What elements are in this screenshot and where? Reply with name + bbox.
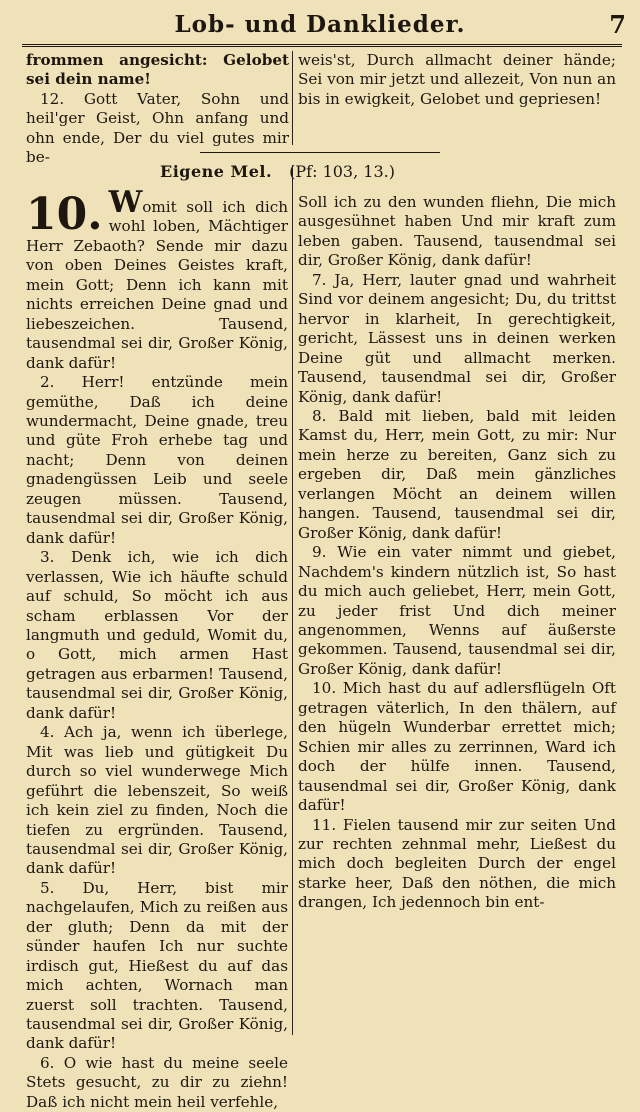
previous-hymn-verse-12: 12. Gott Vater, Sohn und heil'ger Geist, Ohn anfang und ohn ende, Der du viel gutes mir be- [26,89,289,167]
page-number: 7 [609,10,626,39]
column-divider-top [292,51,293,145]
melody-name: Eigene Mel. [160,162,273,181]
column-divider-main [292,165,293,1035]
hymn-number: 10. [26,189,103,240]
previous-hymn-right-column [298,51,616,109]
hymn-verse-9: 9. Wie ein vater nimmt und giebet, Nachdem's kindern nützlich ist, So hast du mich auch geliebet, Herr, mein Gott, zu jeder frist Und dich meiner angenommen, Wenns auf äußerste gekommen. Tausend, tausendmal sei dir, Großer König, dank dafür! [298,543,616,678]
hymn-separator-rule [200,152,440,153]
hymn-verse-5: 5. Du, Herr, bist mir nachgelaufen, Mich zu reißen aus der gluth; Denn da mit der sünder haufen Ich nur suchte irdisch gut, Hießest du auf das mich achten, Wornach man zuerst soll trachten. Tausend, tausendmal sei dir, Großer König, dank dafür! [26,878,288,1053]
running-head [0,8,640,42]
hymn-verse-10: 10. Mich hast du auf adlersflügeln Oft getragen väterlich, In den thälern, auf den hügeln Wunderbar errettet mich; Schien mir alles zu zerrinnen, Ward ich doch der hülfe innen. Tausend, tausendmal sei dir, Großer König, dank dafür! [298,679,616,815]
hymn-verse-6-continued: Soll ich zu den wunden fliehn, Die mich ausgesühnet haben Und mir kraft zum leben gaben. Tausend, tausendmal sei dir, Großer König, dank dafür! [298,193,616,270]
hymn-verse-6: 6. O wie hast du meine seele Stets gesucht, zu dir zu ziehn! Daß ich nicht mein heil verfehle, [26,1053,288,1111]
melody-line [160,160,460,184]
psalm-reference: (Pf: 103, 13.) [289,162,395,181]
previous-hymn-left-column [26,51,289,168]
hymn-verse-7: 7. Ja, Herr, lauter gnad und wahrheit Sind vor deinem angesicht; Du, du trittst hervor in klarheit, In gerechtigkeit, gericht, Lässest uns in deinen werken Deine güt und allmacht merken. Tausend, tausendmal sei dir, Großer König, dank dafür! [298,270,616,406]
hymn-verse-2: 2. Herr! entzünde mein gemüthe, Daß ich deine wundermacht, Deine gnade, treu und güte Froh erhebe tag und nacht; Denn von deinen gnadengüssen Leib und seele zeugen müssen. Tausend, tausendmal sei dir, Großer König, dank dafür! [26,373,288,547]
verse-1-text: omit soll ich dich wohl loben, Mächtiger Herr Zebaoth? Sende mir dazu von oben Deines Geistes kraft, mein Gott; Denn ich kann mit nichts erreichen Deine gnad und liebeszeichen. Tausend, tausendmal sei dir, Großer König, dank dafür! [26,198,288,372]
header-rule [22,44,622,47]
hymn-verse-3: 3. Denk ich, wie ich dich verlassen, Wie ich häufte schuld auf schuld, So möcht ich aus scham erblassen Vor der langmuth und geduld, Womit du, o Gott, mich armen Hast getragen aus erbarmen! Tausend, tausendmal sei dir, Großer König, dank dafür! [26,548,288,722]
hymn-verse-8: 8. Bald mit lieben, bald mit leiden Kamst du, Herr, mein Gott, zu mir: Nur mein herze zu bereiten, Ganz sich zu ergeben dir, Daß mein gänzliches verlangen Möcht an deinem willen hangen. Tausend, tausendmal sei dir, Großer König, dank dafür! [298,406,616,542]
hymn-verse-11: 11. Fielen tausend mir zur seiten Und zur rechten zehnmal mehr, Ließest du mich doch begleiten Durch der engel starke heer, Daß den nöthen, die mich drangen, Ich jedennoch bin ent- [298,815,616,912]
hymn-left-column [26,185,288,1112]
hymn-verse-1 [26,185,288,373]
page-title: Lob- und Danklieder. [174,11,466,38]
previous-hymn-end-line: frommen angesicht: Gelobet sei dein name! [26,51,289,89]
verse-1-initial: W [108,185,143,220]
hymn-verse-4: 4. Ach ja, wenn ich überlege, Mit was lieb und gütigkeit Du durch so viel wunderwege Mich geführt die lebenszeit, So weiß ich kein ziel zu finden, Noch die tiefen zu ergründen. Tausend, tausendmal sei dir, Großer König, dank dafür! [26,723,288,878]
previous-hymn-verse-12-continued: weis'st, Durch allmacht deiner hände; Sei von mir jetzt und allezeit, Von nun an bis in ewigkeit, Gelobet und gepriesen! [298,51,616,108]
hymn-right-column [298,193,616,913]
